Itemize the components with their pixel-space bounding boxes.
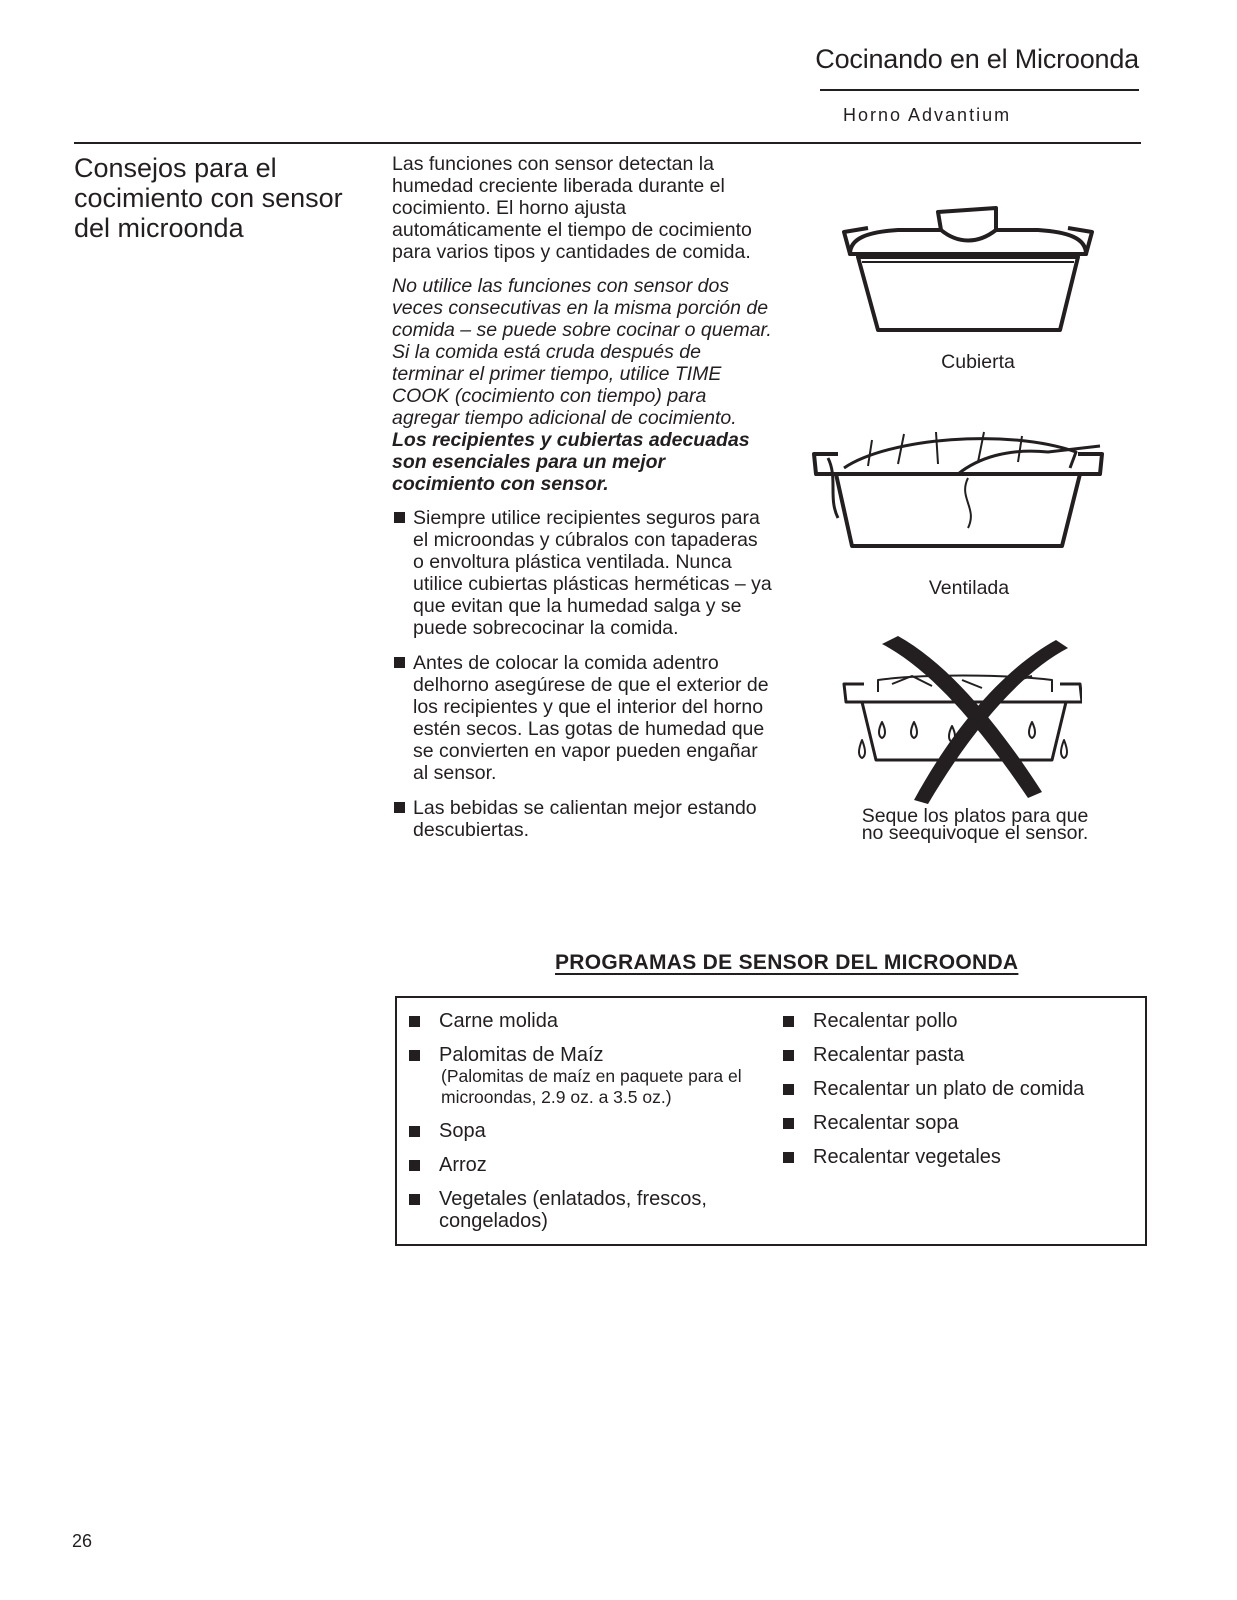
covered-caption: Cubierta [941,351,1015,373]
program-label: Palomitas de Maíz [439,1044,604,1066]
square-bullet-icon [409,1050,420,1061]
square-bullet-icon [394,657,405,668]
programs-title: PROGRAMAS DE SENSOR DEL MICROONDA [555,951,1019,974]
program-item [771,1078,1141,1100]
header-subtitle: Horno Advantium [843,105,1012,125]
programs-left-column [397,1010,767,1244]
program-item [397,1188,767,1232]
tips-list [392,507,772,841]
intro-paragraph: Las funciones con sensor detectan la humedad creciente liberada durante el cocimiento. El horno ajusta automáticamente el tiempo de cocimiento para varios tipos y cantidades de comida. [392,153,752,263]
list-item [392,507,772,639]
covered-dish-icon [838,202,1098,342]
program-item [771,1146,1141,1168]
vented-dish-icon [808,418,1108,553]
square-bullet-icon [409,1160,420,1171]
list-item-text: Antes de colocar la comida adentro delhorno asegúrese de que el exterior de los recipientes y que el interior del horno estén secos. Las gotas de humedad que se convierten en vapor pueden engañar al sensor. [413,652,769,784]
dry-caption [845,805,1105,844]
square-bullet-icon [409,1016,420,1027]
program-item [397,1120,767,1142]
program-item [771,1044,1141,1066]
program-item [771,1010,1141,1032]
dry-caption-line2: no seequivoque el sensor. [861,822,1089,844]
dry-caption-line1: Seque los platos para que [861,805,1089,827]
programs-right-column [771,1010,1141,1180]
list-item [392,652,772,784]
program-label: Recalentar pollo [813,1010,958,1032]
wet-dish-crossed-icon [842,630,1082,805]
square-bullet-icon [783,1016,794,1027]
warning-paragraph [392,275,772,495]
section-title: Consejos para el cocimiento con sensor del microonda [74,153,343,243]
program-label: Recalentar un plato de comida [813,1078,1085,1100]
square-bullet-icon [409,1194,420,1205]
program-label: Sopa [439,1120,486,1142]
warning-bold: Los recipientes y cubiertas adecuadas son esenciales para un mejor cocimiento con sensor. [392,429,750,495]
header-rule [820,89,1139,91]
list-item-text: Las bebidas se calientan mejor estando descubiertas. [413,797,757,841]
program-item [771,1112,1141,1134]
section-rule [74,142,1141,144]
program-item [397,1044,767,1108]
square-bullet-icon [783,1118,794,1129]
header-title: Cocinando en el Microonda [815,44,1139,74]
square-bullet-icon [783,1084,794,1095]
program-label: Vegetales (enlatados, frescos, congelados) [439,1188,707,1232]
program-label: Carne molida [439,1010,558,1032]
program-item [397,1154,767,1176]
square-bullet-icon [394,512,405,523]
square-bullet-icon [783,1050,794,1061]
square-bullet-icon [409,1126,420,1137]
page-number: 26 [72,1531,93,1551]
warning-italic: No utilice las funciones con sensor dos veces consecutivas en la misma porción de comida – se puede sobre cocinar o quemar. Si la comida está cruda después de terminar el primer tiempo, utilice TIME COOK (cocimiento con tiempo) para agregar tiempo adicional de cocimiento. [392,275,772,429]
programs-box [395,996,1147,1246]
body-text [392,153,772,854]
program-note: (Palomitas de maíz en paquete para el microondas, 2.9 oz. a 3.5 oz.) [441,1066,742,1107]
square-bullet-icon [783,1152,794,1163]
program-label: Recalentar sopa [813,1112,959,1134]
program-item [397,1010,767,1032]
program-label: Arroz [439,1154,487,1176]
list-item-text: Siempre utilice recipientes seguros para el microondas y cúbralos con tapaderas o envoltura plástica ventilada. Nunca utilice cubiertas plásticas herméticas – ya que evitan que la humedad salga y se puede sobrecocinar la comida. [413,507,772,639]
list-item [392,797,772,841]
program-label: Recalentar pasta [813,1044,965,1066]
vented-caption: Ventilada [928,577,1010,599]
program-label: Recalentar vegetales [813,1146,1001,1168]
square-bullet-icon [394,802,405,813]
